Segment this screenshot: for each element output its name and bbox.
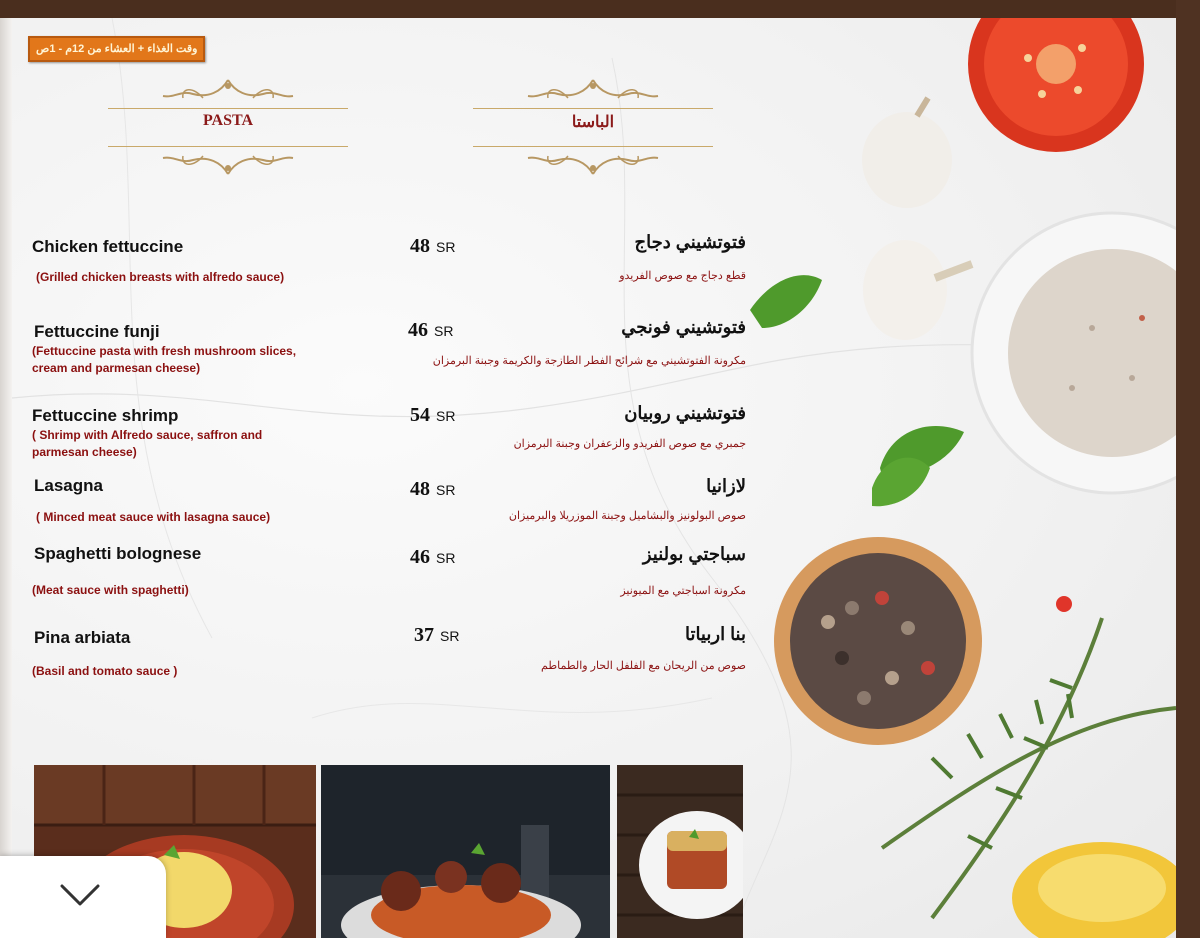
item-desc-en: (Basil and tomato sauce ) xyxy=(32,664,178,678)
ornament-top-icon xyxy=(518,76,668,106)
item-desc-ar: جمبري مع صوص الفريدو والزعفران وجبنة البرمزان xyxy=(513,438,746,450)
item-name-ar: فتوتشيني فونجي xyxy=(621,317,746,337)
item-name-en: Lasagna xyxy=(34,476,103,495)
item-name-en: Pina arbiata xyxy=(34,628,131,647)
frame-right xyxy=(1176,0,1200,938)
item-price: 54 SR xyxy=(410,404,456,426)
photo-spaghetti xyxy=(321,765,610,938)
item-desc-en: (Fettuccine pasta with fresh mushroom slices, cream and parmesan cheese) xyxy=(32,344,297,375)
item-price: 46 SR xyxy=(408,319,454,341)
ornament-top-icon xyxy=(153,76,303,106)
oil-bowl-icon xyxy=(1012,842,1176,938)
section-heading-en xyxy=(108,76,348,176)
item-desc-ar: مكرونة الفتوتشيني مع شرائح الفطر الطازجة والكريمة وجبنة البرمزان xyxy=(432,355,746,367)
item-name-en: Fettuccine shrimp xyxy=(32,406,179,425)
item-desc-en: ( Minced meat sauce with lasagna sauce) xyxy=(36,510,271,524)
ornament-bottom-icon xyxy=(153,148,303,178)
salt-bowl-icon xyxy=(972,213,1176,493)
item-name-ar: بنا اربياتا xyxy=(684,624,746,644)
collapse-button[interactable] xyxy=(0,856,166,938)
peppercorn-bowl-icon xyxy=(774,537,982,745)
item-name-en: Fettuccine funji xyxy=(34,322,160,341)
item-name-ar: فتوتشيني دجاج xyxy=(634,232,746,252)
item-desc-en: (Meat sauce with spaghetti) xyxy=(32,583,189,597)
section-heading-ar xyxy=(473,76,713,176)
item-name-en: Chicken fettuccine xyxy=(32,237,184,256)
frame-top xyxy=(0,0,1200,18)
ingredients-decoration xyxy=(732,18,1176,938)
hours-badge: وقت الغذاء + العشاء من 12م - 1ص xyxy=(28,36,205,62)
chevron-down-icon xyxy=(58,882,102,910)
ornament-bottom-icon xyxy=(518,148,668,178)
item-price: 37 SR xyxy=(414,624,460,646)
tomato-icon xyxy=(968,18,1144,152)
item-name-ar: فتوتشيني روبيان xyxy=(624,403,746,423)
item-desc-ar: مكرونة اسباجتي مع الميونيز xyxy=(620,585,746,597)
item-name-en: Spaghetti bolognese xyxy=(34,544,202,563)
photo-lasagna xyxy=(617,765,743,938)
menu-page xyxy=(12,18,1176,938)
page-edge xyxy=(0,18,12,938)
garlic-icon xyxy=(862,98,972,340)
item-desc-ar: صوص البولونيز والبشاميل وجبنة الموزريلا والبرميزان xyxy=(508,510,746,522)
item-name-ar: لازانيا xyxy=(706,476,746,496)
item-desc-ar: قطع دجاج مع صوص الفريدو xyxy=(619,270,746,282)
item-desc-en: ( Shrimp with Alfredo sauce, saffron and parmesan cheese) xyxy=(32,428,263,459)
item-name-ar: سباجتي بولنيز xyxy=(642,544,746,564)
spaghetti-image xyxy=(321,765,610,938)
item-desc-en: (Grilled chicken breasts with alfredo sauce) xyxy=(36,270,285,284)
item-price: 46 SR xyxy=(410,546,456,568)
section-title-ar: الباستا xyxy=(571,114,615,131)
item-desc-ar: صوص من الريحان مع الفلفل الحار والطماطم xyxy=(541,660,746,672)
item-price: 48 SR xyxy=(410,235,456,257)
section-title-en: PASTA xyxy=(202,112,254,129)
lasagna-image xyxy=(617,765,743,938)
item-price: 48 SR xyxy=(410,478,456,500)
